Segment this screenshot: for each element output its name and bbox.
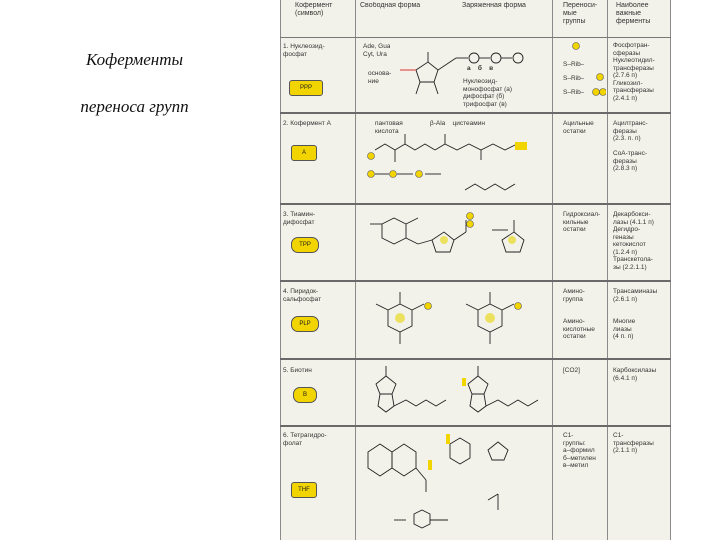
row-separator <box>280 358 671 360</box>
header-free-form: Свободная форма <box>360 2 421 9</box>
column-divider <box>355 0 356 540</box>
nucleotide-forms-text: Нуклеозид- монофосфат (а) дифосфат (б) трифосфат (в) <box>463 78 513 108</box>
badge-thf: THF <box>291 482 317 498</box>
row-name-tetrahydrofolate: 6. Тетрагидро- фолат <box>283 432 327 447</box>
header-coenzyme: Кофермент (символ) <box>295 2 333 17</box>
header-rule <box>280 37 671 38</box>
row-separator <box>280 425 671 427</box>
form-letters: а б в <box>467 65 494 72</box>
groups-tpp: Гидроксиал- кильные остатки <box>563 211 601 233</box>
coenzyme-a-structure-drawing <box>365 132 550 200</box>
enzymes-nucleotide: Фосфотран- сферазы Нуклеотидил- трансферазы (2.7.6 п) Гликозил- трансферазы (2.4.1 п) <box>613 42 655 102</box>
row-separator <box>280 280 671 282</box>
base-label: основа- ние <box>368 70 392 85</box>
header-charged-form: Заряженная форма <box>462 2 526 9</box>
row-separator <box>280 203 671 205</box>
row-name-biotin: 5. Биотин <box>283 367 312 374</box>
badge-coa: A <box>291 145 317 161</box>
groups-nucleotide: S–Rib– S–Rib– S–Rib– <box>563 61 585 96</box>
row-separator <box>280 112 671 114</box>
badge-tpp: TPP <box>291 237 319 253</box>
tetrahydrofolate-structure-drawing <box>358 430 553 535</box>
bases-text: Ade, Gua Cyt, Ura <box>363 43 391 58</box>
table-border-left <box>280 0 281 540</box>
enzymes-tpp: Декарбокси- лазы (4.1.1 п) Дегидро- геназы кетокислот (1.2.4 п) Транскетола- зы (2.2.1.1) <box>613 211 654 271</box>
row-name-thiamine-diphosphate: 3. Тиамин- дифосфат <box>283 211 316 226</box>
enzymes-thf: C1- трансферазы (2.1.1 п) <box>613 432 654 454</box>
enzymes-coa: Ацилтранс- феразы (2.3. п. п) CoA-транс- феразы (2.8.3 п) <box>613 120 648 172</box>
column-divider <box>607 0 608 540</box>
groups-biotin: [CO2] <box>563 367 580 374</box>
biotin-structure-drawing <box>368 362 548 422</box>
badge-biotin: B <box>293 387 317 403</box>
row-name-coenzyme-a: 2. Кофермент А <box>283 120 331 127</box>
pyridoxal-structure-drawing <box>368 286 548 356</box>
table-border-right <box>670 0 671 540</box>
groups-plp: Амино- группа Амино- кислотные остатки <box>563 288 595 340</box>
phosphate-markers <box>570 42 606 98</box>
thiamine-structure-drawing <box>362 210 550 278</box>
enzymes-plp: Трансаминазы (2.6.1 п) Многие лиазы (4 п. п) <box>613 288 658 340</box>
nucleotide-structure-drawing <box>398 40 548 106</box>
enzymes-biotin: Карбоксилазы (6.4.1 п) <box>613 367 657 382</box>
pantoic-acid-label: пантовая кислота <box>375 120 403 135</box>
groups-coa: Ацильные остатки <box>563 120 594 135</box>
slide-title-line-1: Коферменты <box>85 50 184 69</box>
badge-ppp: PPP <box>289 80 323 96</box>
row-name-pyridoxal-phosphate: 4. Пиридок- сальфосфат <box>283 288 322 303</box>
coenzyme-table <box>280 0 671 540</box>
beta-ala-cysteamine-label: β-Ala цистеамин <box>430 120 485 127</box>
groups-thf: C1- группы: а–формил б–метилен в–метил <box>563 432 596 469</box>
slide-title-line-2: переноса групп <box>80 97 189 116</box>
badge-plp: PLP <box>291 316 319 332</box>
header-groups: Переноси- мые группы <box>563 2 598 25</box>
row-name-nucleoside-phosphate: 1. Нуклеозид- фосфат <box>283 43 325 58</box>
header-enzymes: Наиболее важные ферменты <box>616 2 651 25</box>
